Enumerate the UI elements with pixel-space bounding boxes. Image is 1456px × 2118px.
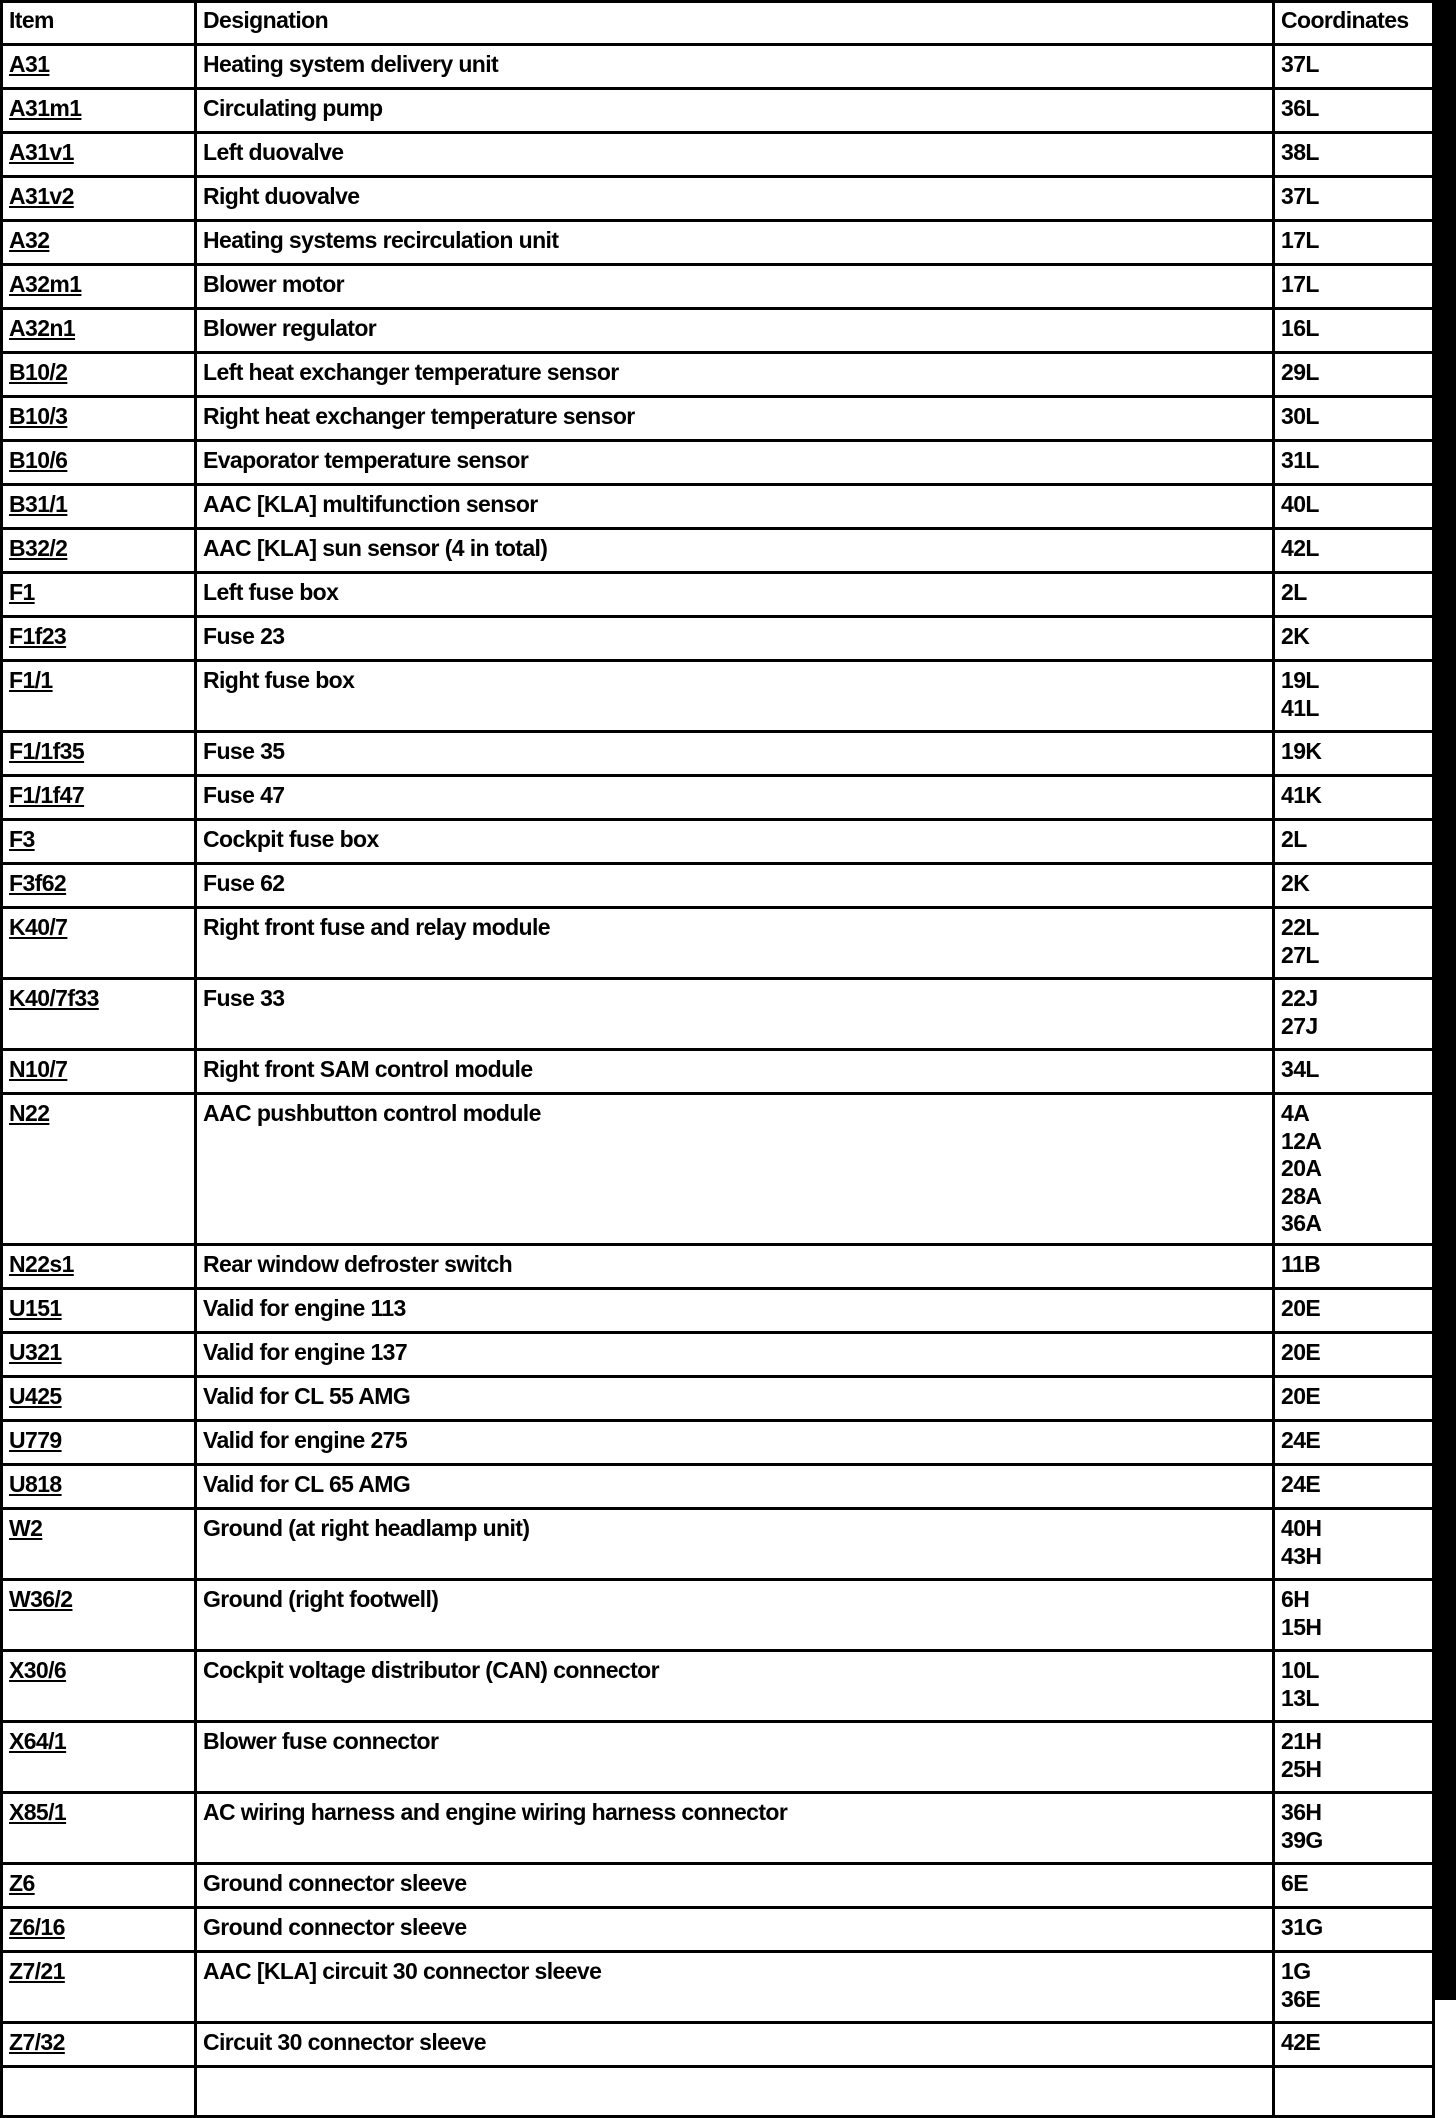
designation-cell: Blower fuse connector xyxy=(196,1722,1274,1793)
designation-cell: Valid for engine 137 xyxy=(196,1333,1274,1377)
designation-cell: Heating systems recirculation unit xyxy=(196,221,1274,265)
coordinate-value: 17L xyxy=(1281,271,1319,297)
designation-cell: Rear window defroster switch xyxy=(196,1245,1274,1289)
item-link[interactable]: F1/1f35 xyxy=(9,738,85,764)
designation-cell: AC wiring harness and engine wiring harness connector xyxy=(196,1793,1274,1864)
item-link[interactable]: F1/1 xyxy=(9,667,53,693)
table-row xyxy=(2,732,1434,776)
coordinate-value: 42L xyxy=(1281,535,1319,561)
coordinates-cell xyxy=(1274,221,1434,265)
coordinate-value: 6H xyxy=(1281,1586,1310,1612)
item-cell xyxy=(2,617,196,661)
coordinates-cell xyxy=(1274,661,1434,732)
coordinate-value: 12A xyxy=(1281,1127,1322,1154)
table-row xyxy=(2,1651,1434,1722)
coordinate-value: 40L xyxy=(1281,491,1319,517)
item-link[interactable]: F1/1f47 xyxy=(9,782,85,808)
designation-cell: Ground connector sleeve xyxy=(196,1864,1274,1908)
legend-body xyxy=(2,45,1434,2117)
item-link[interactable]: U818 xyxy=(9,1471,62,1497)
coordinate-value: 19L xyxy=(1281,667,1319,693)
item-cell xyxy=(2,1333,196,1377)
coordinates-cell xyxy=(1274,732,1434,776)
coordinate-value: 34L xyxy=(1281,1056,1319,1082)
coordinate-value: 13L xyxy=(1281,1684,1319,1711)
coordinate-value: 19K xyxy=(1281,738,1322,764)
coordinates-cell xyxy=(1274,1050,1434,1094)
item-cell xyxy=(2,1580,196,1651)
designation-cell: Cockpit fuse box xyxy=(196,820,1274,864)
coordinates-cell xyxy=(1274,617,1434,661)
table-row xyxy=(2,309,1434,353)
item-cell xyxy=(2,1908,196,1952)
coordinate-value: 10L xyxy=(1281,1657,1319,1683)
item-cell xyxy=(2,485,196,529)
item-cell xyxy=(2,732,196,776)
header-row xyxy=(2,2,1434,45)
designation-cell: Left duovalve xyxy=(196,133,1274,177)
coordinate-value: 41K xyxy=(1281,782,1322,808)
coordinate-value: 20E xyxy=(1281,1339,1321,1365)
table-row xyxy=(2,1333,1434,1377)
coordinates-cell xyxy=(1274,397,1434,441)
item-link[interactable]: A32m1 xyxy=(9,271,82,297)
item-cell xyxy=(2,309,196,353)
coordinates-cell xyxy=(1274,1908,1434,1952)
table-row xyxy=(2,1864,1434,1908)
designation-cell: Right duovalve xyxy=(196,177,1274,221)
coordinate-value: 2K xyxy=(1281,623,1310,649)
table-row xyxy=(2,1465,1434,1509)
coordinate-value: 20A xyxy=(1281,1155,1322,1181)
item-link[interactable]: X64/1 xyxy=(9,1728,67,1754)
designation-cell: Right fuse box xyxy=(196,661,1274,732)
table-row xyxy=(2,1289,1434,1333)
item-link[interactable]: Z7/21 xyxy=(9,1958,65,1984)
coordinates-cell xyxy=(1274,177,1434,221)
item-link[interactable]: A31v2 xyxy=(9,183,74,209)
item-link[interactable]: F1 xyxy=(9,579,35,605)
table-row xyxy=(2,573,1434,617)
coordinates-cell xyxy=(1274,309,1434,353)
item-cell xyxy=(2,1651,196,1722)
item-cell xyxy=(2,1377,196,1421)
designation-cell: Fuse 35 xyxy=(196,732,1274,776)
designation-cell: Ground (at right headlamp unit) xyxy=(196,1509,1274,1580)
item-cell xyxy=(2,1094,196,1245)
designation-cell: Right heat exchanger temperature sensor xyxy=(196,397,1274,441)
coordinates-cell xyxy=(1274,353,1434,397)
coordinates-cell xyxy=(1274,864,1434,908)
coordinates-cell xyxy=(1274,133,1434,177)
table-row xyxy=(2,397,1434,441)
coordinates-cell xyxy=(1274,908,1434,979)
table-row xyxy=(2,2023,1434,2067)
item-cell xyxy=(2,573,196,617)
designation-cell: AAC [KLA] multifunction sensor xyxy=(196,485,1274,529)
coordinate-value: 39G xyxy=(1281,1826,1323,1853)
item-link[interactable]: F3f62 xyxy=(9,870,67,896)
item-cell xyxy=(2,1952,196,2023)
designation-cell: Valid for CL 65 AMG xyxy=(196,1465,1274,1509)
item-cell xyxy=(2,441,196,485)
item-link[interactable]: W2 xyxy=(9,1515,43,1541)
item-link[interactable]: Z6 xyxy=(9,1870,35,1896)
coordinates-cell xyxy=(1274,1377,1434,1421)
coordinate-value: 21H xyxy=(1281,1728,1322,1754)
coordinate-value: 40H xyxy=(1281,1515,1322,1541)
coordinate-value: 36L xyxy=(1281,95,1319,121)
coordinate-value: 28A xyxy=(1281,1182,1322,1209)
item-cell xyxy=(2,1421,196,1465)
coordinate-value: 27L xyxy=(1281,941,1319,968)
designation-cell: Fuse 23 xyxy=(196,617,1274,661)
table-row xyxy=(2,820,1434,864)
table-row xyxy=(2,1421,1434,1465)
coordinates-cell xyxy=(1274,45,1434,89)
designation-cell: Evaporator temperature sensor xyxy=(196,441,1274,485)
designation-cell: Circulating pump xyxy=(196,89,1274,133)
item-cell xyxy=(2,820,196,864)
item-cell xyxy=(2,221,196,265)
table-row xyxy=(2,776,1434,820)
table-row xyxy=(2,1952,1434,2023)
coordinate-value: 36E xyxy=(1281,1985,1321,2012)
table-row xyxy=(2,177,1434,221)
table-row xyxy=(2,1094,1434,1245)
coordinates-cell xyxy=(1274,1333,1434,1377)
designation-cell: Circuit 30 connector sleeve xyxy=(196,2023,1274,2067)
coordinates-cell xyxy=(1274,265,1434,309)
item-link[interactable]: X30/6 xyxy=(9,1657,67,1683)
item-link[interactable]: F3 xyxy=(9,826,35,852)
item-cell xyxy=(2,265,196,309)
table-row xyxy=(2,1580,1434,1651)
coordinate-value: 42E xyxy=(1281,2029,1321,2055)
item-cell xyxy=(2,864,196,908)
item-cell xyxy=(2,529,196,573)
item-cell xyxy=(2,397,196,441)
table-row xyxy=(2,45,1434,89)
item-link[interactable]: B10/6 xyxy=(9,447,68,473)
coordinate-value: 20E xyxy=(1281,1295,1321,1321)
coordinate-value: 20E xyxy=(1281,1383,1321,1409)
coordinate-value: 41L xyxy=(1281,694,1319,721)
item-link[interactable]: U425 xyxy=(9,1383,62,1409)
table-row xyxy=(2,979,1434,1050)
table-row xyxy=(2,1245,1434,1289)
item-link[interactable]: W36/2 xyxy=(9,1586,73,1612)
table-row xyxy=(2,1509,1434,1580)
coordinates-cell xyxy=(1274,1465,1434,1509)
designation-cell: Left heat exchanger temperature sensor xyxy=(196,353,1274,397)
item-cell xyxy=(2,353,196,397)
coordinate-value: 22J xyxy=(1281,985,1318,1011)
item-link[interactable]: K40/7f33 xyxy=(9,985,99,1011)
coordinate-value: 38L xyxy=(1281,139,1319,165)
coordinate-value: 31G xyxy=(1281,1914,1323,1940)
coordinates-cell xyxy=(1274,776,1434,820)
coordinates-cell xyxy=(1274,1421,1434,1465)
item-link[interactable]: A31m1 xyxy=(9,95,82,121)
coordinate-value: 2L xyxy=(1281,579,1307,605)
coordinate-value: 11B xyxy=(1281,1251,1321,1277)
table-row xyxy=(2,1050,1434,1094)
coordinates-cell xyxy=(1274,979,1434,1050)
item-cell xyxy=(2,979,196,1050)
coordinate-value: 24E xyxy=(1281,1471,1321,1497)
header-item: Item xyxy=(2,2,196,45)
item-link[interactable]: U779 xyxy=(9,1427,62,1453)
table-row xyxy=(2,265,1434,309)
table-row xyxy=(2,353,1434,397)
coordinate-value: 31L xyxy=(1281,447,1319,473)
item-cell xyxy=(2,908,196,979)
coordinates-cell xyxy=(1274,485,1434,529)
coordinate-value: 2K xyxy=(1281,870,1310,896)
coordinates-cell xyxy=(1274,1793,1434,1864)
item-link[interactable]: B31/1 xyxy=(9,491,68,517)
designation-cell: Right front fuse and relay module xyxy=(196,908,1274,979)
coordinate-value: 25H xyxy=(1281,1755,1322,1782)
item-link[interactable]: B32/2 xyxy=(9,535,68,561)
coordinate-value: 30L xyxy=(1281,403,1319,429)
designation-cell: Fuse 47 xyxy=(196,776,1274,820)
item-cell xyxy=(2,2023,196,2067)
item-cell xyxy=(2,89,196,133)
item-link[interactable]: A31 xyxy=(9,51,50,77)
designation-cell: Blower regulator xyxy=(196,309,1274,353)
coordinate-value: 16L xyxy=(1281,315,1319,341)
item-link[interactable]: A32n1 xyxy=(9,315,76,341)
item-link[interactable]: U151 xyxy=(9,1295,62,1321)
designation-cell: Left fuse box xyxy=(196,573,1274,617)
item-link[interactable]: K40/7 xyxy=(9,914,68,940)
coordinates-cell xyxy=(1274,1864,1434,1908)
coordinates-cell xyxy=(1274,441,1434,485)
designation-cell: Blower motor xyxy=(196,265,1274,309)
designation-cell: Valid for engine 113 xyxy=(196,1289,1274,1333)
item-link[interactable]: N10/7 xyxy=(9,1056,68,1082)
item-cell xyxy=(2,1864,196,1908)
coordinate-value: 6E xyxy=(1281,1870,1308,1896)
item-cell xyxy=(2,133,196,177)
coordinate-value: 43H xyxy=(1281,1542,1322,1569)
item-link[interactable]: A32 xyxy=(9,227,50,253)
item-cell xyxy=(2,45,196,89)
table-row xyxy=(2,864,1434,908)
item-cell xyxy=(2,661,196,732)
item-cell xyxy=(2,776,196,820)
designation-cell: Heating system delivery unit xyxy=(196,45,1274,89)
item-link[interactable]: U321 xyxy=(9,1339,62,1365)
coordinates-cell xyxy=(1274,1289,1434,1333)
table-row xyxy=(2,1908,1434,1952)
coordinate-value: 29L xyxy=(1281,359,1319,385)
table-row xyxy=(2,529,1434,573)
right-edge-bar xyxy=(1432,0,1456,2000)
table-row xyxy=(2,221,1434,265)
coordinate-value: 36A xyxy=(1281,1210,1322,1236)
coordinate-value: 36H xyxy=(1281,1799,1322,1825)
empty-cell xyxy=(1274,2067,1434,2117)
item-link[interactable]: N22 xyxy=(9,1100,50,1126)
table-row xyxy=(2,133,1434,177)
item-link[interactable]: Z6/16 xyxy=(9,1914,65,1940)
item-cell xyxy=(2,1050,196,1094)
designation-cell: Ground (right footwell) xyxy=(196,1580,1274,1651)
coordinate-value: 37L xyxy=(1281,183,1319,209)
table-row xyxy=(2,485,1434,529)
item-link[interactable]: B10/3 xyxy=(9,403,68,429)
table-row xyxy=(2,89,1434,133)
coordinate-value: 1G xyxy=(1281,1958,1311,1984)
empty-cell xyxy=(196,2067,1274,2117)
item-cell xyxy=(2,1793,196,1864)
designation-cell: Ground connector sleeve xyxy=(196,1908,1274,1952)
table-row xyxy=(2,1722,1434,1793)
table-row xyxy=(2,617,1434,661)
table-row xyxy=(2,661,1434,732)
table-row xyxy=(2,441,1434,485)
item-link[interactable]: A31v1 xyxy=(9,139,74,165)
coordinates-cell xyxy=(1274,573,1434,617)
designation-cell: Cockpit voltage distributor (CAN) connector xyxy=(196,1651,1274,1722)
designation-cell: AAC [KLA] sun sensor (4 in total) xyxy=(196,529,1274,573)
header-designation: Designation xyxy=(196,2,1274,45)
coordinate-value: 24E xyxy=(1281,1427,1321,1453)
coordinate-value: 4A xyxy=(1281,1100,1310,1126)
coordinates-cell xyxy=(1274,820,1434,864)
designation-cell: Valid for CL 55 AMG xyxy=(196,1377,1274,1421)
coordinate-value: 2L xyxy=(1281,826,1307,852)
item-link[interactable]: F1f23 xyxy=(9,623,67,649)
coordinates-cell xyxy=(1274,1509,1434,1580)
coordinates-cell xyxy=(1274,1722,1434,1793)
item-cell xyxy=(2,1245,196,1289)
coordinates-cell xyxy=(1274,1245,1434,1289)
designation-cell: Fuse 62 xyxy=(196,864,1274,908)
designation-cell: AAC [KLA] circuit 30 connector sleeve xyxy=(196,1952,1274,2023)
designation-cell: AAC pushbutton control module xyxy=(196,1094,1274,1245)
coordinates-cell xyxy=(1274,1952,1434,2023)
item-cell xyxy=(2,1722,196,1793)
coordinate-value: 37L xyxy=(1281,51,1319,77)
coordinates-cell xyxy=(1274,89,1434,133)
designation-cell: Valid for engine 275 xyxy=(196,1421,1274,1465)
table-row xyxy=(2,1377,1434,1421)
coordinates-cell xyxy=(1274,1651,1434,1722)
coordinate-value: 17L xyxy=(1281,227,1319,253)
item-cell xyxy=(2,1465,196,1509)
coordinates-cell xyxy=(1274,529,1434,573)
item-cell xyxy=(2,1509,196,1580)
coordinate-value: 27J xyxy=(1281,1012,1318,1039)
empty-cell xyxy=(2,2067,196,2117)
item-link[interactable]: Z7/32 xyxy=(9,2029,65,2055)
coordinates-cell xyxy=(1274,2023,1434,2067)
designation-cell: Right front SAM control module xyxy=(196,1050,1274,1094)
item-link[interactable]: B10/2 xyxy=(9,359,68,385)
empty-row xyxy=(2,2067,1434,2117)
coordinate-value: 15H xyxy=(1281,1613,1322,1640)
item-cell xyxy=(2,1289,196,1333)
coordinates-cell xyxy=(1274,1580,1434,1651)
coordinates-cell xyxy=(1274,1094,1434,1245)
item-link[interactable]: X85/1 xyxy=(9,1799,67,1825)
coordinate-value: 22L xyxy=(1281,914,1319,940)
table-row xyxy=(2,908,1434,979)
table-row xyxy=(2,1793,1434,1864)
designation-cell: Fuse 33 xyxy=(196,979,1274,1050)
header-coordinates: Coordinates xyxy=(1274,2,1434,45)
item-cell xyxy=(2,177,196,221)
item-link[interactable]: N22s1 xyxy=(9,1251,74,1277)
